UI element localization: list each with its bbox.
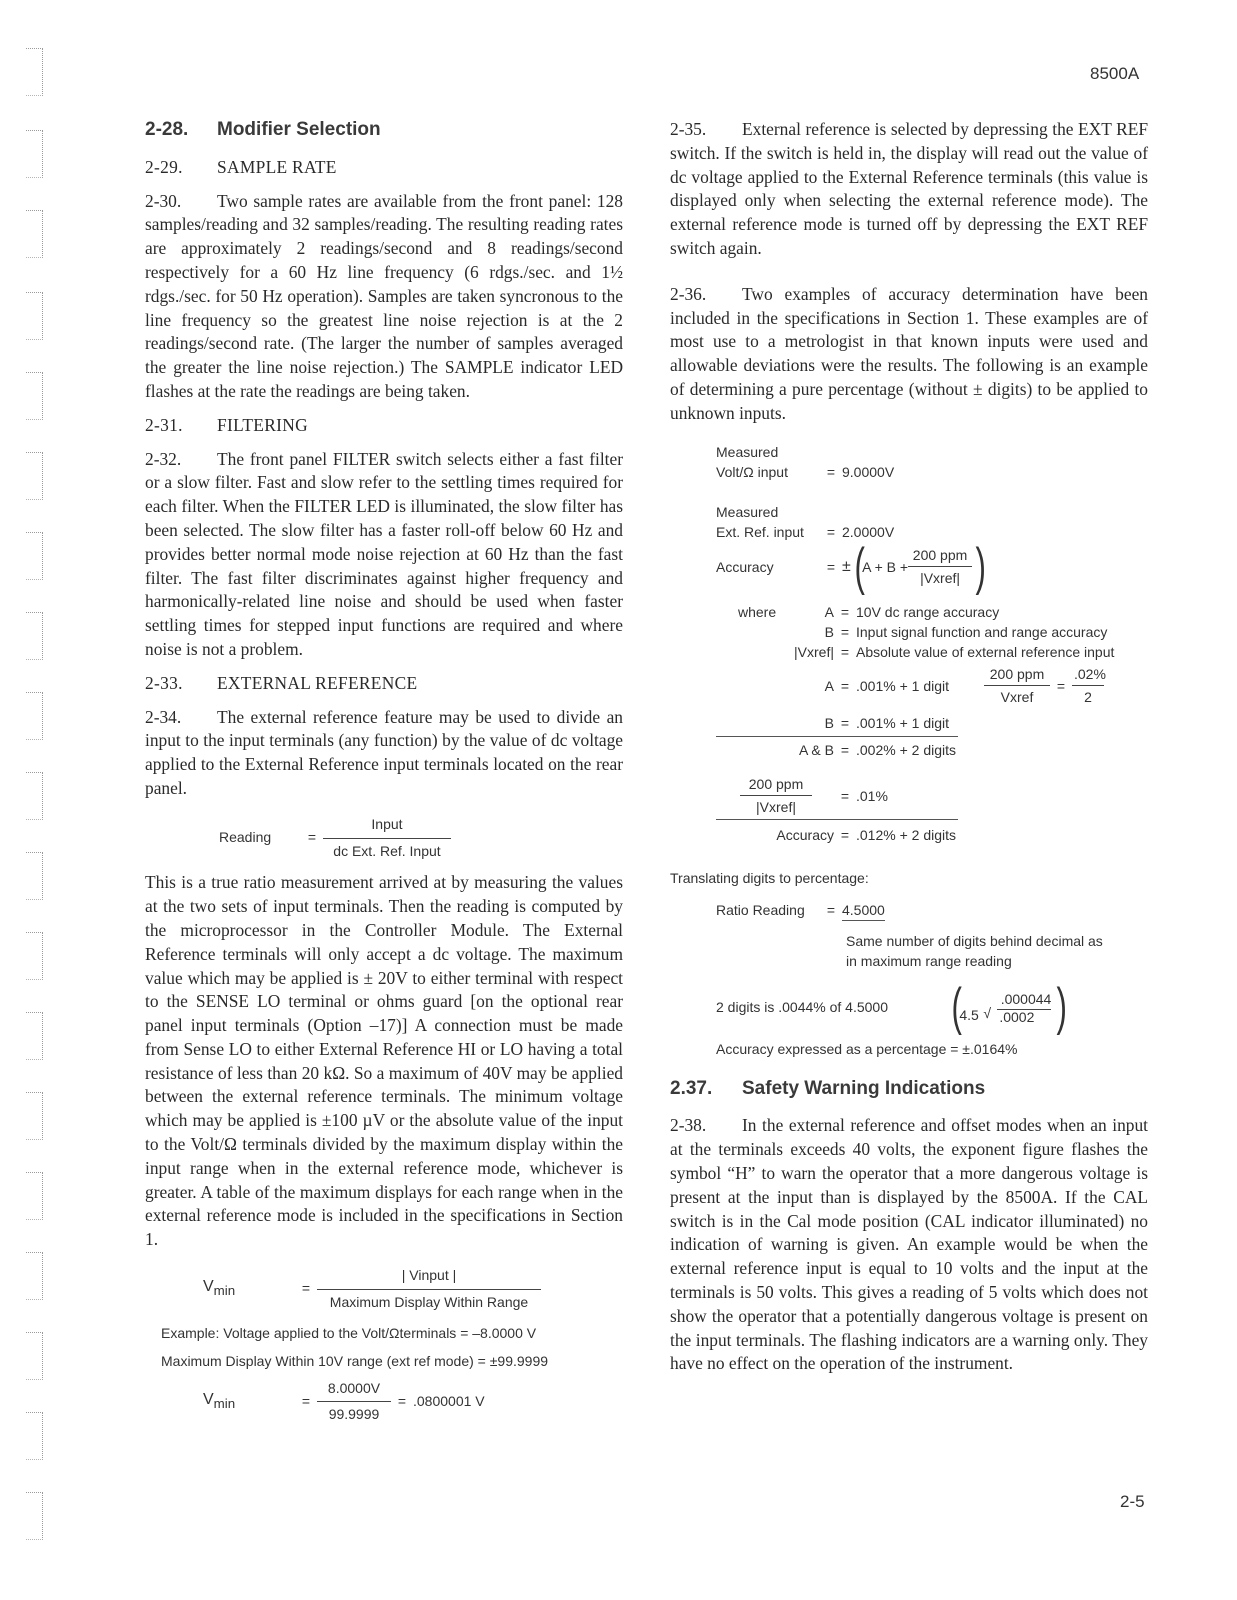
description: 10V dc range accuracy xyxy=(856,603,1000,620)
binder-mark xyxy=(26,372,43,420)
formula-label xyxy=(203,1275,295,1303)
equals-sign: = xyxy=(826,523,836,540)
symbol: |Vxref| xyxy=(794,643,834,660)
where-word: where xyxy=(738,603,777,620)
calc-row-ab xyxy=(716,737,1116,763)
paragraph-text: In the external reference and offset modes when an input at the terminals exceeds 40 volts, the exponent figure flashes the symbol “H” to warn the operator that a more dangerous voltage is present at the input than is displayed by the 8500A. If the CAL switch is in the Cal mode position (CAL indicator illuminated) no indication of warning is given. An example would be when the external reference input is equal to 10 volts and the input at the terminals is 50 volts. This gives a reading of 5 volts which does not show the operator that a potentially dangerous voltage is present on the input terminals. The flashing indicators are a warning only. They have no effect on the operation of the instrument. xyxy=(670,1115,1148,1374)
symbol: A xyxy=(824,603,834,620)
binder-mark xyxy=(26,692,43,740)
equals-sign: = xyxy=(840,623,850,640)
label: Ext. Ref. input xyxy=(716,523,804,540)
where-definitions xyxy=(738,602,1148,662)
denominator: 99.9999 xyxy=(328,1406,380,1423)
paragraph-2-32 xyxy=(145,448,623,662)
where-row xyxy=(738,622,1148,642)
binder-mark xyxy=(26,1012,43,1060)
paragraph-number: 2-35. xyxy=(670,119,707,139)
symbol: B xyxy=(824,623,834,640)
fraction xyxy=(1072,664,1104,707)
denominator: |Vxref| xyxy=(756,799,796,816)
equals-sign: = xyxy=(826,463,836,480)
binder-mark xyxy=(26,130,43,178)
equals-sign: = xyxy=(301,1393,311,1410)
measured-volt xyxy=(716,442,1148,482)
accuracy-percentage: Accuracy expressed as a percentage = ±.0164% xyxy=(716,1040,1018,1057)
subscript: min xyxy=(213,1283,236,1299)
paragraph-text: The front panel FILTER switch selects either a fast filter or a slow filter. Fast and slow refer to the settling times required for each filter. When the FILTER LED is illuminated, the slow filter has been selected. The slow filter has a faster roll-off below 60 Hz and provides better normal mode noise rejection at 60 Hz than the fast filter. The fast filter discriminates against higher frequency and harmonically-related line noise and should be used when faster settling times for stepped input functions are required and where noise is not a problem. xyxy=(145,448,623,659)
fraction-cell xyxy=(716,774,834,817)
paragraph-ratio-measurement xyxy=(145,871,623,1252)
formula-label xyxy=(203,1388,295,1416)
plus-minus: ± xyxy=(842,557,851,575)
subheading-2-33 xyxy=(145,672,623,696)
calc-row-b xyxy=(716,710,958,737)
paragraph-number: 2-36. xyxy=(670,283,707,304)
vmin-calculation xyxy=(203,1377,623,1428)
numerator: 200 ppm xyxy=(740,774,812,796)
example-line-2: Maximum Display Within 10V range (ext ref mode) = ±99.9999 xyxy=(161,1352,549,1369)
measured-volt-row xyxy=(716,462,1148,482)
document-id: 8500A xyxy=(1090,64,1140,83)
section-number: 2-28. xyxy=(145,119,189,140)
equals-sign: = xyxy=(826,558,836,575)
binder-mark xyxy=(26,292,43,340)
vmin-formula xyxy=(203,1264,623,1315)
right-column xyxy=(670,118,1148,1386)
where-row xyxy=(738,602,1148,622)
numerator: 200 ppm xyxy=(984,664,1050,686)
label: Accuracy xyxy=(716,558,774,575)
binder-mark xyxy=(26,1492,43,1540)
equals-sign: = xyxy=(397,1393,407,1410)
paragraph-2-35 xyxy=(670,118,1148,261)
equals-sign: = xyxy=(840,677,850,694)
left-paren-icon: ( xyxy=(854,537,865,596)
section-heading-2-28 xyxy=(145,118,623,142)
binder-mark xyxy=(26,852,43,900)
equals-sign: = xyxy=(301,1280,311,1297)
description: Absolute value of external reference input xyxy=(856,643,1115,660)
subheading-2-29 xyxy=(145,156,623,180)
binder-mark xyxy=(26,1332,43,1380)
paragraph-2-34 xyxy=(145,706,623,801)
paragraph-text: The external reference feature may be used to divide an input to the input terminals (any function) by the value of dc voltage applied to the External Reference input terminals located on the rear panel. xyxy=(145,706,623,798)
paragraph-number: 2-34. xyxy=(145,706,182,727)
page-number: 2-5 xyxy=(1120,1492,1145,1511)
symbol: A & B xyxy=(798,741,834,758)
binder-mark xyxy=(26,1252,43,1300)
section-title: Modifier Selection xyxy=(217,119,381,140)
symbol: Accuracy xyxy=(776,826,834,843)
calc-row-accuracy xyxy=(716,820,1116,850)
value: .001% + 1 digit xyxy=(856,677,950,694)
value: .002% + 2 digits xyxy=(856,741,957,758)
two-digits-row xyxy=(716,979,1148,1035)
binder-mark xyxy=(26,210,43,258)
label: Volt/Ω input xyxy=(716,463,788,480)
binder-mark xyxy=(26,1092,43,1140)
binder-mark xyxy=(26,612,43,660)
paragraph-2-36 xyxy=(670,283,1148,426)
binder-mark xyxy=(26,532,43,580)
section-number: 2-33. xyxy=(145,672,183,693)
calc-row-a xyxy=(716,668,1116,704)
section-title: EXTERNAL REFERENCE xyxy=(217,672,418,693)
right-paren-icon: ) xyxy=(1056,977,1068,1036)
numerator: .02% xyxy=(1072,664,1104,686)
dividend: .0002 xyxy=(999,1008,1035,1025)
numerator: | Vinput | xyxy=(317,1264,541,1290)
fraction xyxy=(317,1377,391,1428)
ratio-reading-row xyxy=(716,900,1148,921)
translating-label: Translating digits to percentage: xyxy=(670,869,869,886)
ratio-reading-note xyxy=(846,931,1148,971)
value: .01% xyxy=(856,787,888,804)
equals-sign: = xyxy=(840,741,850,758)
denominator: Maximum Display Within Range xyxy=(329,1293,529,1310)
paragraph-text: This is a true ratio measurement arrived at by measuring the values at the two sets of input terminals. Then the reading is computed by the microprocessor in the Controller Module. The External Reference terminals will only accept a dc voltage. The maximum value which may be applied is ± 20V to either terminal with respect to the SENSE LO terminal or ohms guard [on the optional rear panel input terminals (Option –17)] A connection must be made from Sense LO to either External Reference HI or LO having a total resistance of less than 20 kΩ. So a maximum of 40V may be applied between the external reference terminals. The minimum voltage which may be applied is ±100 µV or the absolute value of the input to the Volt/Ω terminals divided by the maximum display within the input range when in the external reference mode, whichever is greater. A table of the maximum displays for each range when in the external reference mode is included in the specifications in Section 1. xyxy=(145,872,623,1250)
section-title: SAMPLE RATE xyxy=(217,156,337,177)
binder-mark xyxy=(26,452,43,500)
paragraph-text: External reference is selected by depressing the EXT REF switch. If the switch is held in, the display will read out the value of dc voltage applied to the External Reference terminals (this value is displayed only when selecting the external reference mode). The external reference mode is turned off by depressing the EXT REF switch again. xyxy=(670,119,1148,258)
label: Measured xyxy=(716,443,779,460)
value: 2.0000V xyxy=(842,523,895,540)
v-symbol: V xyxy=(203,1278,214,1296)
result: .0800001 V xyxy=(413,1393,485,1410)
value: .001% + 1 digit xyxy=(856,714,950,731)
value: 4.5000 xyxy=(842,900,885,921)
equals-sign: = xyxy=(840,643,850,660)
terms: A + B + xyxy=(862,558,909,575)
denominator: dc Ext. Ref. Input xyxy=(333,842,441,859)
paragraph-number: 2-38. xyxy=(670,1115,707,1136)
right-paren-icon: ) xyxy=(975,537,986,596)
division-bracket-icon: √ xyxy=(983,1004,992,1021)
fraction xyxy=(740,774,812,817)
equals-sign: = xyxy=(1056,677,1066,694)
fraction xyxy=(323,813,451,864)
note-line: in maximum range reading xyxy=(846,952,1012,969)
fraction xyxy=(317,1264,541,1315)
translating-digits xyxy=(670,868,1148,1059)
section-number: 2-29. xyxy=(145,156,183,177)
note-line: Same number of digits behind decimal as xyxy=(846,932,1103,949)
binder-mark xyxy=(26,48,43,96)
quotient: .000044 xyxy=(997,989,1051,1010)
equals-sign: = xyxy=(840,714,850,731)
value: .012% + 2 digits xyxy=(856,826,957,843)
paragraph-text: Two sample rates are available from the front panel: 128 samples/reading and 32 samples/reading. The resulting reading rates are approximately 2 readings/second and 8 readings/second respectively for a 60 Hz line frequency (6 rdgs./sec. and 1½ rdgs./sec. for 50 Hz operation). Samples are taken syncronous to the line frequency so the greatest line noise rejection is at the 2 readings/second rate. (The larger the number of samples averaged the greater the line noise rejection.) The SAMPLE indicator LED flashes at the rate the readings are being taken. xyxy=(145,190,623,401)
equals-sign: = xyxy=(840,787,850,804)
binder-mark xyxy=(26,932,43,980)
v-symbol: V xyxy=(203,1390,214,1408)
reading-formula xyxy=(219,813,623,864)
two-digits-text: 2 digits is .0044% of 4.5000 xyxy=(716,998,889,1015)
value: 9.0000V xyxy=(842,463,895,480)
section-title: Safety Warning Indications xyxy=(742,1077,986,1099)
paragraph-number: 2-30. xyxy=(145,190,182,211)
description: Input signal function and range accuracy xyxy=(856,623,1108,640)
binder-mark xyxy=(26,1412,43,1460)
fraction xyxy=(984,664,1050,707)
example-line-1: Example: Voltage applied to the Volt/Ωterminals = –8.0000 V xyxy=(161,1324,537,1341)
equals-sign: = xyxy=(840,603,850,620)
fraction xyxy=(908,545,972,588)
divisor: 4.5 xyxy=(959,1006,979,1023)
paragraph-number: 2-32. xyxy=(145,448,182,469)
numerator: Input xyxy=(323,813,451,839)
equals-sign: = xyxy=(307,829,317,846)
numerator: 200 ppm xyxy=(908,545,972,567)
left-column xyxy=(145,118,623,1427)
accuracy-calculation xyxy=(716,668,1116,850)
long-division xyxy=(959,989,1053,1025)
label: Measured xyxy=(716,503,779,520)
measured-ext-ref xyxy=(716,502,1148,542)
paragraph-2-30 xyxy=(145,190,623,404)
binder-mark xyxy=(26,772,43,820)
section-number: 2.37. xyxy=(670,1077,713,1099)
section-heading-2-37 xyxy=(670,1077,1148,1101)
binder-mark xyxy=(26,1172,43,1220)
denominator: 2 xyxy=(1084,689,1092,706)
symbol: A xyxy=(824,677,834,694)
equals-sign: = xyxy=(840,826,850,843)
accuracy-example xyxy=(716,442,1148,850)
formula-label: Reading xyxy=(219,829,272,846)
denominator: Vxref xyxy=(1000,689,1034,706)
left-paren-icon: ( xyxy=(951,977,962,1036)
section-title: FILTERING xyxy=(217,414,308,435)
accuracy-formula xyxy=(716,538,1148,596)
section-number: 2-31. xyxy=(145,414,183,435)
calc-row-ppm xyxy=(716,773,958,820)
paragraph-text: Two examples of accuracy determination have been included in the specifications in Section 1. These examples are of most use to a metrologist in that known inputs were used and allowable deviations were the results. The following is an example of determining a pure percentage (without ± digits) to be applied to unknown inputs. xyxy=(670,283,1148,423)
paragraph-2-38 xyxy=(670,1114,1148,1376)
equals-sign: = xyxy=(826,902,836,919)
subheading-2-31 xyxy=(145,414,623,438)
where-row xyxy=(738,642,1148,662)
symbol: B xyxy=(824,714,834,731)
subscript: min xyxy=(213,1396,236,1412)
denominator: |Vxref| xyxy=(920,570,961,587)
numerator: 8.0000V xyxy=(317,1377,391,1403)
label: Ratio Reading xyxy=(716,902,805,919)
